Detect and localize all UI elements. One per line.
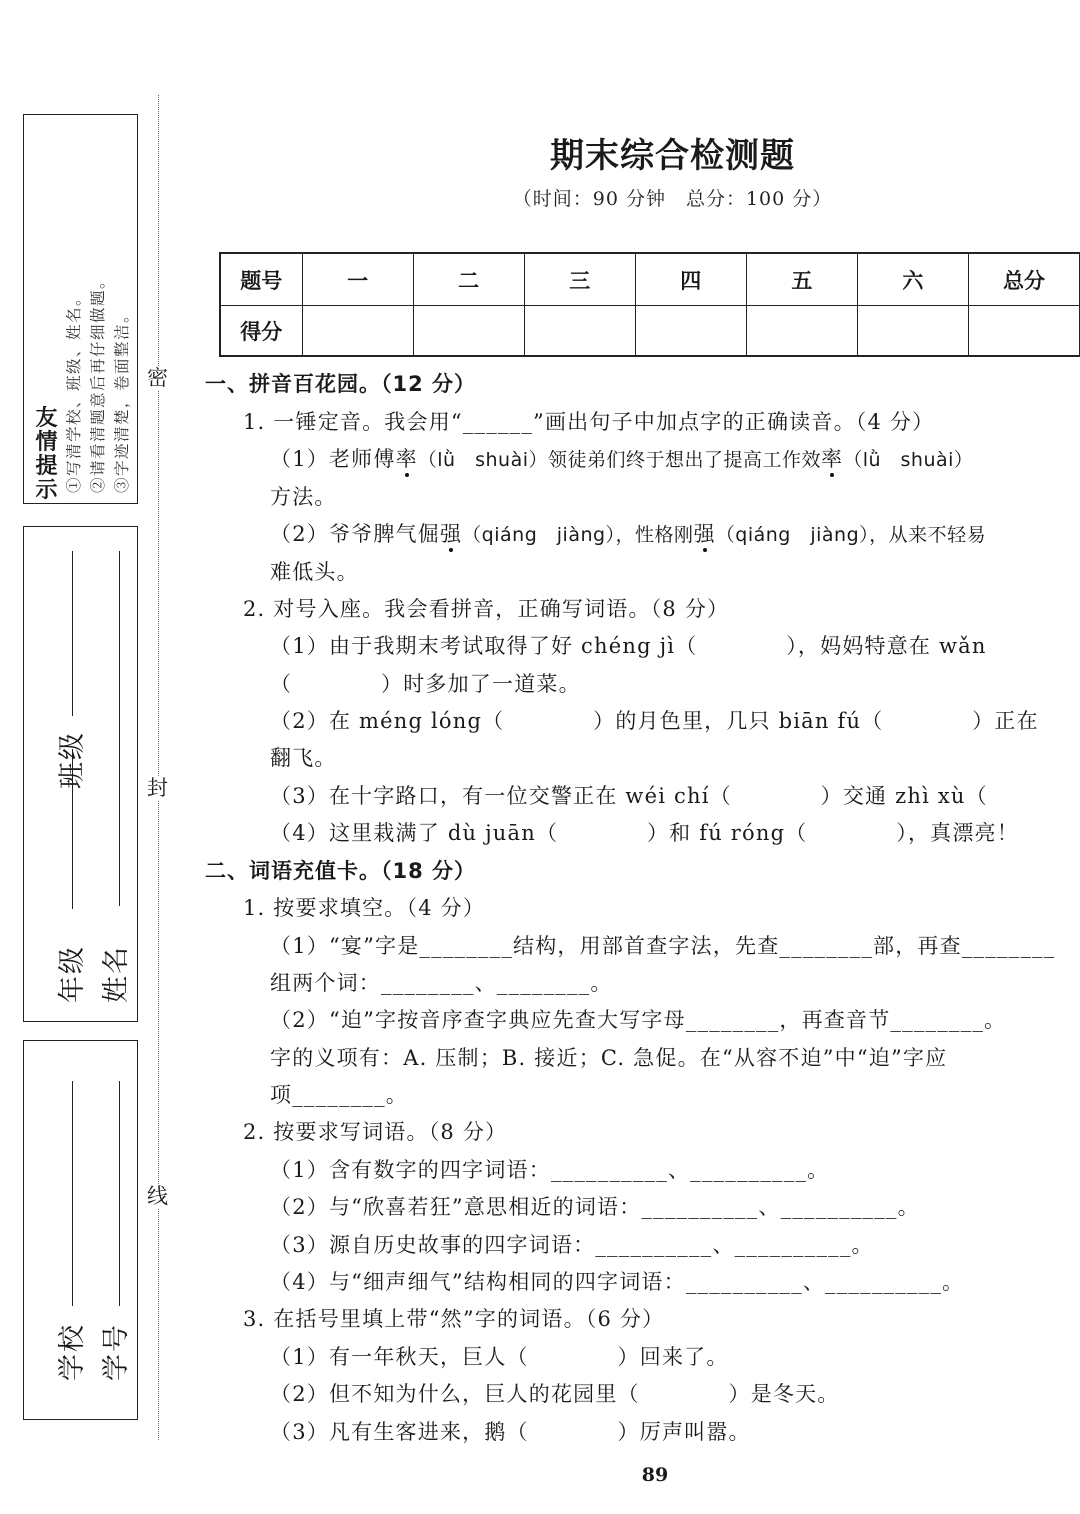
score-table-header-row: [220, 253, 1080, 306]
text-span: （lǜ shuài）领徒弟们终于想出了提高工作效: [417, 449, 821, 471]
question-2-2: （2）在 méng lóng（ ）的月色里，几只 biān fú（ ）正在: [270, 709, 1039, 733]
col-header: 五: [746, 253, 857, 306]
score-cell[interactable]: [524, 306, 635, 357]
seal-char-feng: 封: [147, 776, 168, 800]
question-1-1-cont: 方法。: [270, 485, 337, 509]
number-label: 学号: [101, 1323, 132, 1381]
question-4: 2. 按要求写词语。（8 分）: [243, 1120, 508, 1144]
question-4-2: （2）与“欣喜若狂”意思相近的词语：__________、__________。: [270, 1195, 920, 1219]
score-cell[interactable]: [857, 306, 968, 357]
seal-char-mi: 密: [147, 366, 168, 390]
text-span: （1）老师傅: [270, 447, 396, 471]
tip-line-1: ①写清学校、班级、姓名。: [65, 288, 83, 493]
text-span: （2）爷爷脾气倔: [270, 522, 440, 546]
question-5: 3. 在括号里填上带“然”字的词语。（6 分）: [243, 1307, 665, 1331]
question-4-3: （3）源自历史故事的四字词语：__________、__________。: [270, 1233, 874, 1257]
school-info-box: [23, 1040, 138, 1420]
question-3-2-end: 项________。: [270, 1083, 408, 1107]
row-label-score: 得分: [220, 306, 302, 357]
score-cell[interactable]: [968, 306, 1079, 357]
question-1-1: [270, 444, 973, 475]
question-5-2: （2）但不知为什么，巨人的花园里（ ）是冬天。: [270, 1382, 840, 1406]
grade-label: 年级: [57, 945, 88, 1003]
seal-dotted-line: [158, 95, 159, 1440]
section-2-title: 二、词语充值卡。（18 分）: [205, 859, 477, 883]
question-2-4: （4）这里栽满了 dù juān（ ）和 fú róng（ ），真漂亮！: [270, 821, 1019, 845]
name-fill-line: [119, 551, 120, 906]
page-number: 89: [641, 1464, 669, 1486]
school-label: 学校: [57, 1323, 88, 1381]
question-5-1: （1）有一年秋天，巨人（ ）回来了。: [270, 1345, 729, 1369]
tip-line-3: ③字迹清楚，卷面整洁。: [113, 305, 131, 493]
question-1-2-cont: 难低头。: [270, 560, 359, 584]
dotted-char: 强: [693, 522, 716, 546]
score-table-score-row: [220, 306, 1080, 357]
tip-line-2: ②请看清题意后再仔细做题。: [89, 271, 107, 493]
tips-heading-char: 友: [35, 406, 57, 431]
question-3-1-cont: 组两个词：________、________。: [270, 971, 613, 995]
dotted-char: 率: [821, 447, 844, 471]
question-3-2: （2）“迫”字按音序查字典应先查大写字母________，再查音节________。: [270, 1008, 1007, 1032]
score-table: [219, 252, 1080, 357]
class-fill-line: [72, 551, 73, 716]
score-cell[interactable]: [413, 306, 524, 357]
tips-heading-char: 示: [35, 478, 57, 503]
col-header: 六: [857, 253, 968, 306]
class-label: 班级: [57, 731, 88, 789]
question-4-1: （1）含有数字的四字词语：__________、__________。: [270, 1158, 830, 1182]
tips-heading-char: 情: [35, 430, 57, 455]
row-label-question: 题号: [220, 253, 302, 306]
text-span: （lǜ shuài）: [843, 449, 974, 471]
text-span: （qiáng jiàng），性格刚: [462, 524, 694, 546]
col-header: 四: [635, 253, 746, 306]
col-header: 一: [302, 253, 413, 306]
number-fill-line: [119, 1081, 120, 1306]
score-cell[interactable]: [635, 306, 746, 357]
question-3: 1. 按要求填空。（4 分）: [243, 896, 486, 920]
question-2-1-cont: （ ）时多加了一道菜。: [270, 672, 581, 696]
question-5-3: （3）凡有生客进来，鹅（ ）厉声叫嚣。: [270, 1420, 751, 1444]
question-2: 2. 对号入座。我会看拼音，正确写词语。（8 分）: [243, 597, 730, 621]
question-1-2: [270, 519, 986, 550]
question-1: 1. 一锤定音。我会用“______”画出句子中加点字的正确读音。（4 分）: [243, 410, 935, 434]
question-4-4: （4）与“细声细气”结构相同的四字词语：__________、__________。: [270, 1270, 965, 1294]
score-cell[interactable]: [746, 306, 857, 357]
dotted-char: 率: [395, 447, 418, 471]
tips-heading: [34, 407, 58, 503]
seal-char-xian: 线: [147, 1184, 168, 1208]
score-cell[interactable]: [302, 306, 413, 357]
page-title: 期末综合检测题: [550, 136, 795, 176]
col-header: 总分: [968, 253, 1079, 306]
tips-heading-char: 提: [35, 454, 57, 479]
name-label: 姓名: [101, 945, 132, 1003]
question-2-1: （1）由于我期末考试取得了好 chéng jì（ ），妈妈特意在 wǎn: [270, 634, 987, 658]
school-fill-line: [72, 1081, 73, 1306]
col-header: 二: [413, 253, 524, 306]
student-info-box: [23, 526, 138, 1022]
question-3-2-cont: 字的义项有：A. 压制；B. 接近；C. 急促。在“从容不迫”中“迫”字应: [270, 1046, 948, 1070]
question-2-3: （3）在十字路口，有一位交警正在 wéi chí（ ）交通 zhì xù（: [270, 784, 988, 808]
question-3-1: （1）“宴”字是________结构，用部首查字法，先查________部，再查________: [270, 934, 1056, 958]
tips-box: [23, 114, 138, 504]
dotted-char: 强: [439, 522, 463, 546]
text-span: （qiáng jiàng），从来不轻易: [715, 524, 987, 546]
question-2-2-cont: 翻飞。: [270, 746, 337, 770]
col-header: 三: [524, 253, 635, 306]
exam-subtitle: （时间：90 分钟 总分：100 分）: [512, 188, 833, 210]
section-1-title: 一、拼音百花园。（12 分）: [205, 372, 477, 396]
